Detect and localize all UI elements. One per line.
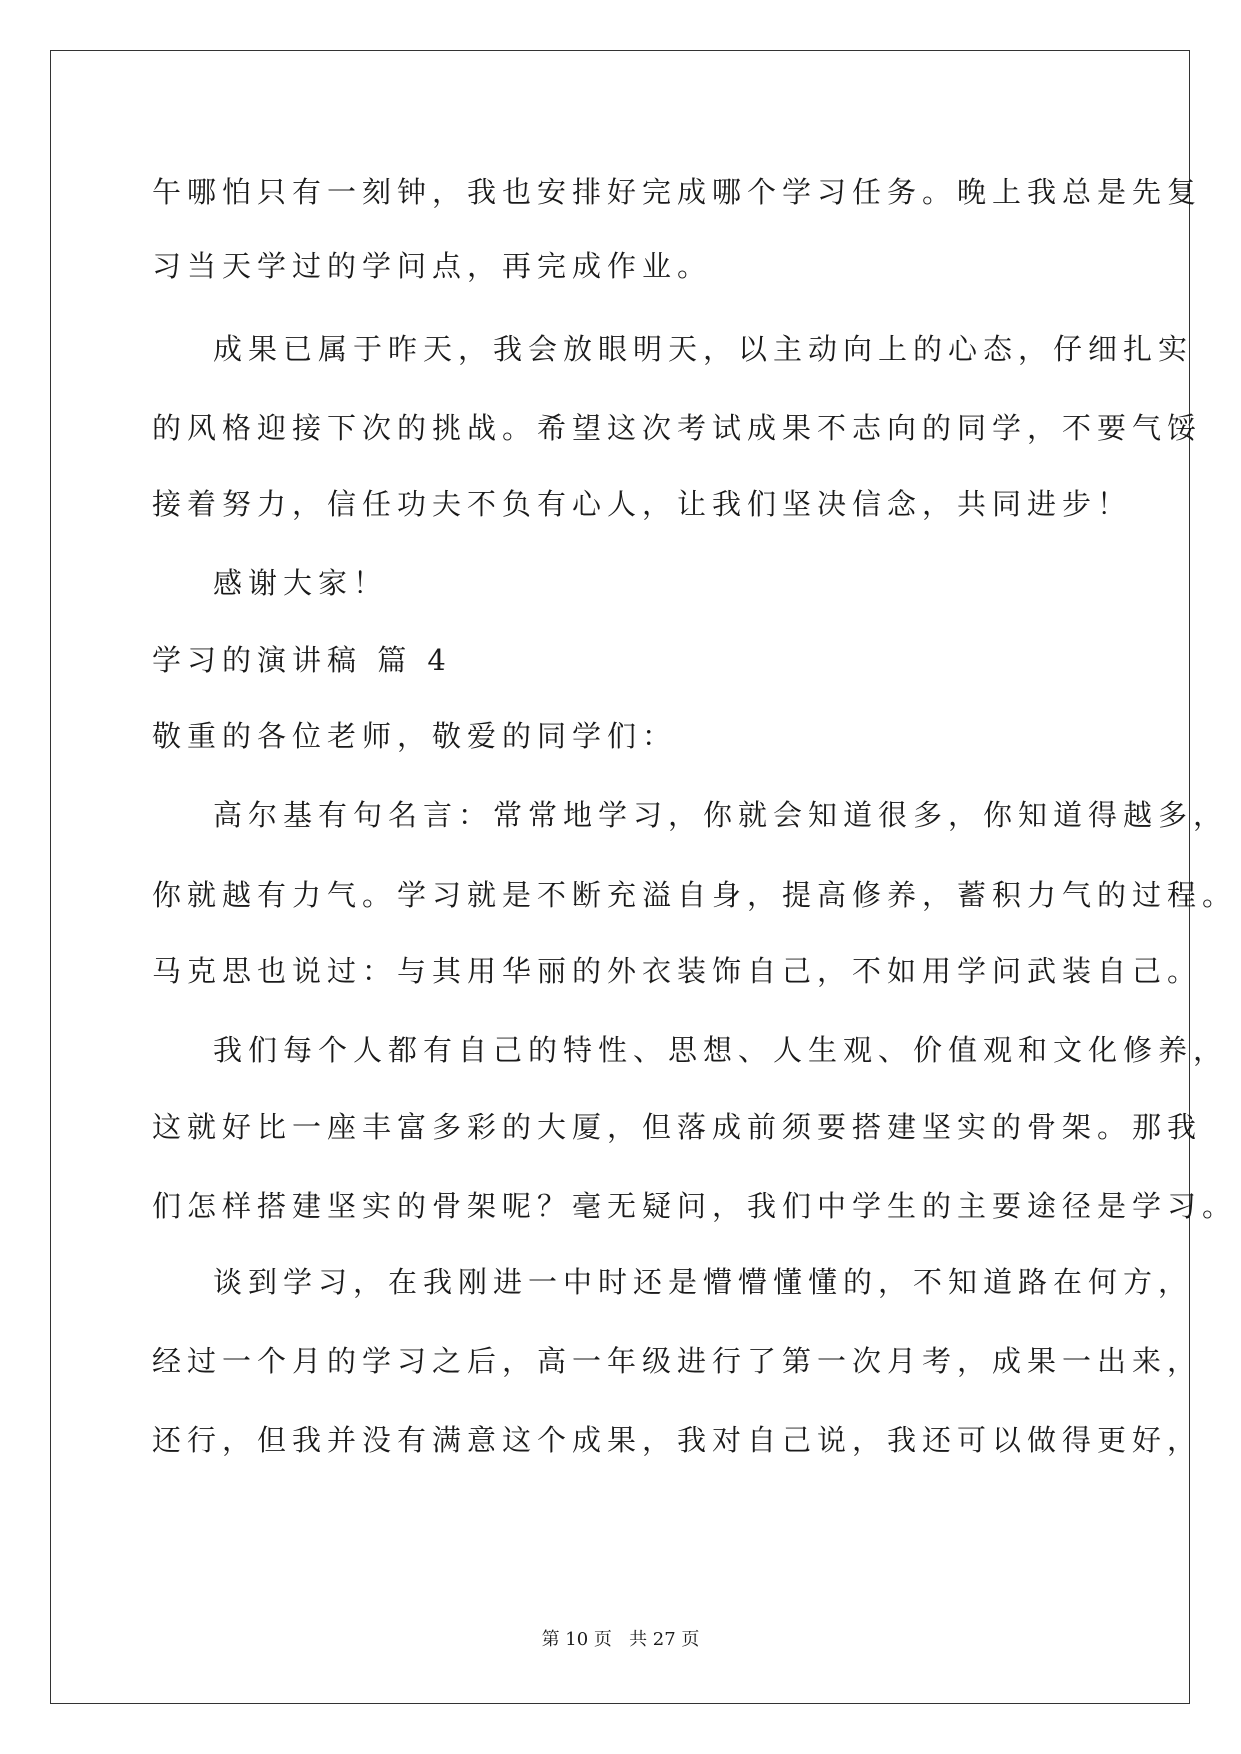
section-heading: 学习的演讲稿 篇 4 bbox=[152, 643, 452, 677]
text-line: 午哪怕只有一刻钟，我也安排好完成哪个学习任务。晚上我总是先复 bbox=[152, 175, 1203, 209]
text-line: 们怎样搭建坚实的骨架呢？毫无疑问，我们中学生的主要途径是学习。 bbox=[152, 1189, 1238, 1223]
text-line: 你就越有力气。学习就是不断充溢自身，提高修养，蓄积力气的过程。 bbox=[152, 878, 1238, 912]
text-line: 还行，但我并没有满意这个成果，我对自己说，我还可以做得更好， bbox=[152, 1423, 1203, 1457]
paragraph-start-line: 感谢大家！ bbox=[213, 566, 389, 600]
text-line: 马克思也说过：与其用华丽的外衣装饰自己，不如用学问武装自己。 bbox=[152, 954, 1203, 988]
text-line: 的风格迎接下次的挑战。希望这次考试成果不志向的同学，不要气馁 bbox=[152, 411, 1203, 445]
paragraph-start-line: 我们每个人都有自己的特性、思想、人生观、价值观和文化修养， bbox=[213, 1033, 1229, 1067]
paragraph-start-line: 成果已属于昨天，我会放眼明天，以主动向上的心态，仔细扎实 bbox=[213, 332, 1194, 366]
text-line: 习当天学过的学问点，再完成作业。 bbox=[152, 249, 713, 283]
text-line: 接着努力，信任功夫不负有心人，让我们坚决信念，共同进步！ bbox=[152, 487, 1133, 521]
page-number-footer: 第 10 页 共 27 页 bbox=[541, 1629, 700, 1650]
text-line: 经过一个月的学习之后，高一年级进行了第一次月考，成果一出来， bbox=[152, 1344, 1203, 1378]
text-line: 这就好比一座丰富多彩的大厦，但落成前须要搭建坚实的骨架。那我 bbox=[152, 1110, 1203, 1144]
salutation-line: 敬重的各位老师，敬爱的同学们： bbox=[152, 719, 678, 753]
paragraph-start-line: 谈到学习，在我刚进一中时还是懵懵懂懂的，不知道路在何方， bbox=[213, 1265, 1194, 1299]
paragraph-start-line: 高尔基有句名言：常常地学习，你就会知道很多，你知道得越多， bbox=[213, 798, 1229, 832]
